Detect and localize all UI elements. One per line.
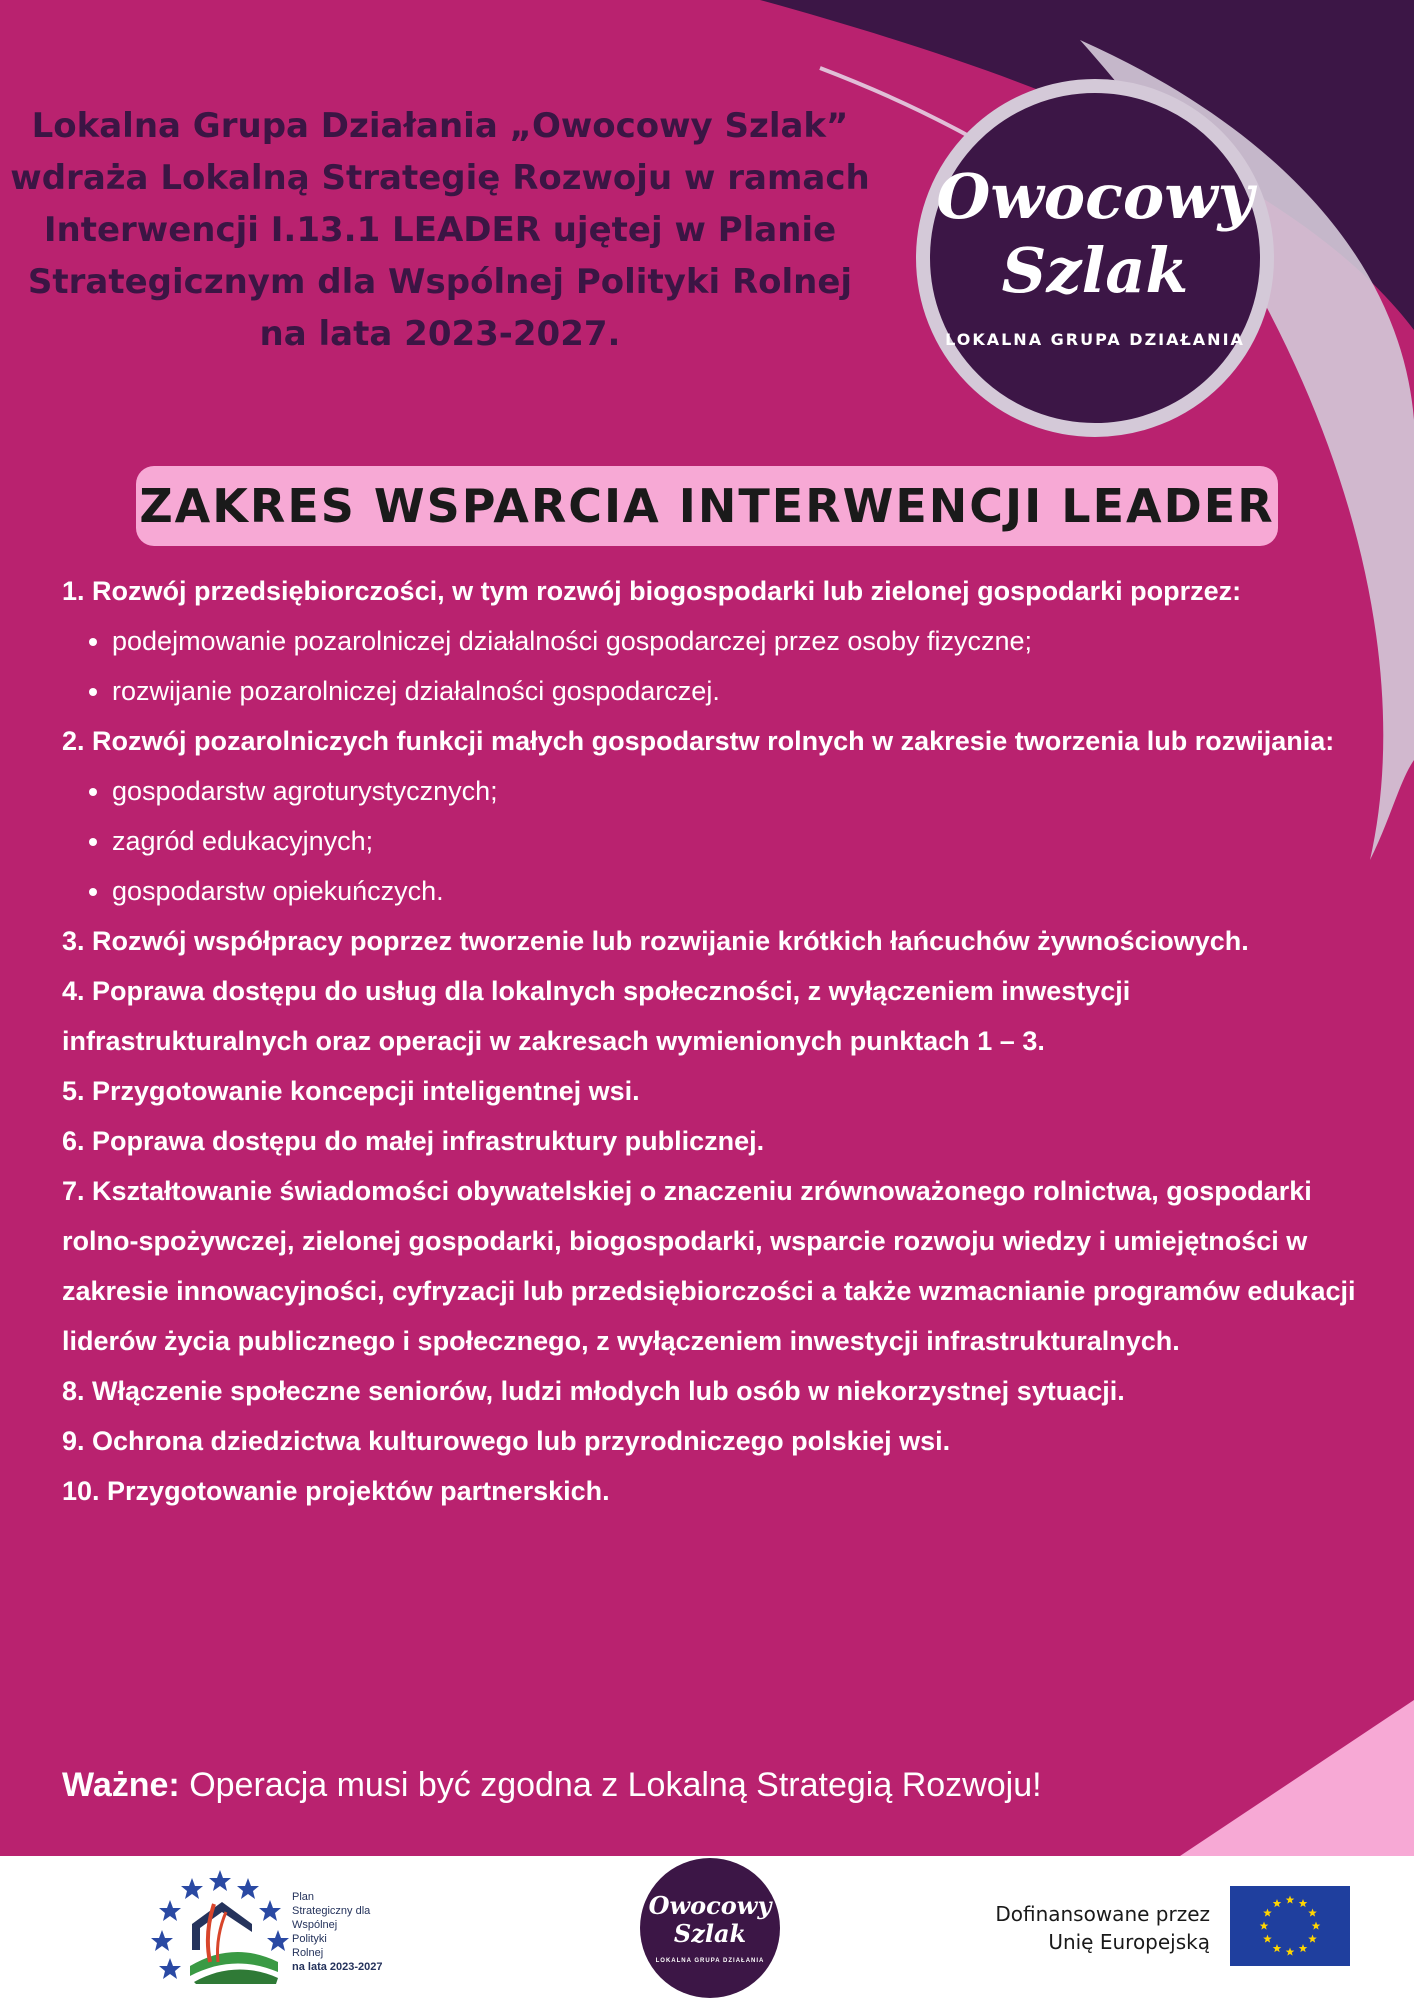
psp-line: Polityki: [292, 1933, 327, 1945]
list-item-3: 3. Rozwój współpracy poprzez tworzenie lub rozwijanie krótkich łańcuchów żywnościowych.: [62, 926, 1249, 956]
bullet-item: • gospodarstw opiekuńczych.: [112, 866, 1362, 916]
list-item-6: 6. Poprawa dostępu do małej infrastruktury publicznej.: [62, 1126, 765, 1156]
list-item-7: 7. Kształtowanie świadomości obywatelskiej o znaczeniu zrównoważonego rolnictwa, gospodarki rolno-spożywczej, zielonej gospodarki, biogospodarki, wsparcie rozwoju wiedzy i umiejętności w zakresie innowacyjności, cyfryzacji lub przedsiębiorczości a także wzmacnianie programów edukacji liderów życia publicznego i społecznego, z wyłączeniem inwestycji infrastrukturalnych.: [62, 1176, 1356, 1356]
intro-line-2: wdraża Lokalną Strategię Rozwoju w ramach: [10, 158, 870, 198]
footer-logo-line-1: Owocowy: [648, 1891, 772, 1920]
cofunded-line-1: Dofinansowane przez: [995, 1902, 1210, 1926]
psp-line: Plan: [292, 1891, 315, 1903]
intro-line-3: Interwencji I.13.1 LEADER ujętej w Planie: [43, 210, 837, 250]
important-note-label: Ważne:: [62, 1766, 180, 1804]
psp-line: Wspólnej: [292, 1919, 338, 1931]
pink-corner: [1180, 1700, 1414, 1856]
footer-bar: [0, 1856, 1414, 2000]
list-item-2-bullets: [62, 766, 1362, 916]
logo-line-1: Owocowy: [936, 160, 1254, 233]
bullet-item: • zagród edukacyjnych;: [112, 816, 1362, 866]
footer-logo-line-2: Szlak: [673, 1919, 747, 1948]
logo-wordmark: [915, 160, 1275, 308]
intro-line-4: Strategicznym dla Wspólnej Polityki Rolnej: [27, 262, 853, 302]
list-item-4: 4. Poprawa dostępu do usług dla lokalnych społeczności, z wyłączeniem inwestycji infrastrukturalnych oraz operacji w zakresach wymienionych punktach 1 – 3.: [62, 976, 1131, 1056]
logo-subtitle: LOKALNA GRUPA DZIAŁANIA: [945, 330, 1245, 349]
psp-logo-text: [292, 1890, 442, 1974]
intro-line-1: Lokalna Grupa Działania „Owocowy Szlak”: [31, 106, 849, 146]
psp-logo-icon: [150, 1866, 290, 1986]
important-note-text: Operacja musi być zgodna z Lokalną Strategią Rozwoju!: [189, 1766, 1042, 1804]
list-item-10: 10. Przygotowanie projektów partnerskich.: [62, 1476, 610, 1506]
list-item-8: 8. Włączenie społeczne seniorów, ludzi młodych lub osób w niekorzystnej sytuacji.: [62, 1376, 1125, 1406]
logo-line-2: Szlak: [1001, 234, 1189, 307]
list-item-1: 1. Rozwój przedsiębiorczości, w tym rozwój biogospodarki lub zielonej gospodarki poprzez:: [62, 576, 1242, 606]
cofunded-text: [950, 1900, 1210, 1956]
footer-logo-subtitle: LOKALNA GRUPA DZIAŁANIA: [655, 1958, 765, 1964]
bullet-item: • gospodarstw agroturystycznych;: [112, 766, 1362, 816]
footer-logo-wordmark: [640, 1892, 780, 1948]
support-scope-list: [62, 566, 1362, 1516]
psp-line: na lata 2023-2027: [292, 1961, 383, 1973]
intro-line-5: na lata 2023-2027.: [259, 314, 621, 354]
important-note: [62, 1766, 1042, 1805]
section-title: ZAKRES WSPARCIA INTERWENCJI LEADER: [139, 479, 1275, 533]
psp-line: Rolnej: [292, 1947, 324, 1959]
list-item-1-bullets: [62, 616, 1362, 716]
psp-line: Strategiczny dla: [292, 1905, 371, 1917]
list-item-2: 2. Rozwój pozarolniczych funkcji małych gospodarstw rolnych w zakresie tworzenia lub rozwijania:: [62, 726, 1335, 756]
list-item-9: 9. Ochrona dziedzictwa kulturowego lub przyrodniczego polskiej wsi.: [62, 1426, 951, 1456]
footer-owocowy-logo: [640, 1858, 780, 1998]
bullet-item: • rozwijanie pozarolniczej działalności gospodarczej.: [112, 666, 1362, 716]
section-title-box: [136, 466, 1278, 546]
cofunded-line-2: Unię Europejską: [1048, 1930, 1210, 1954]
bullet-item: • podejmowanie pozarolniczej działalności gospodarczej przez osoby fizyczne;: [112, 616, 1362, 666]
eu-flag-icon: [1230, 1886, 1350, 1966]
intro-text: [0, 100, 880, 360]
list-item-5: 5. Przygotowanie koncepcji inteligentnej wsi.: [62, 1076, 640, 1106]
